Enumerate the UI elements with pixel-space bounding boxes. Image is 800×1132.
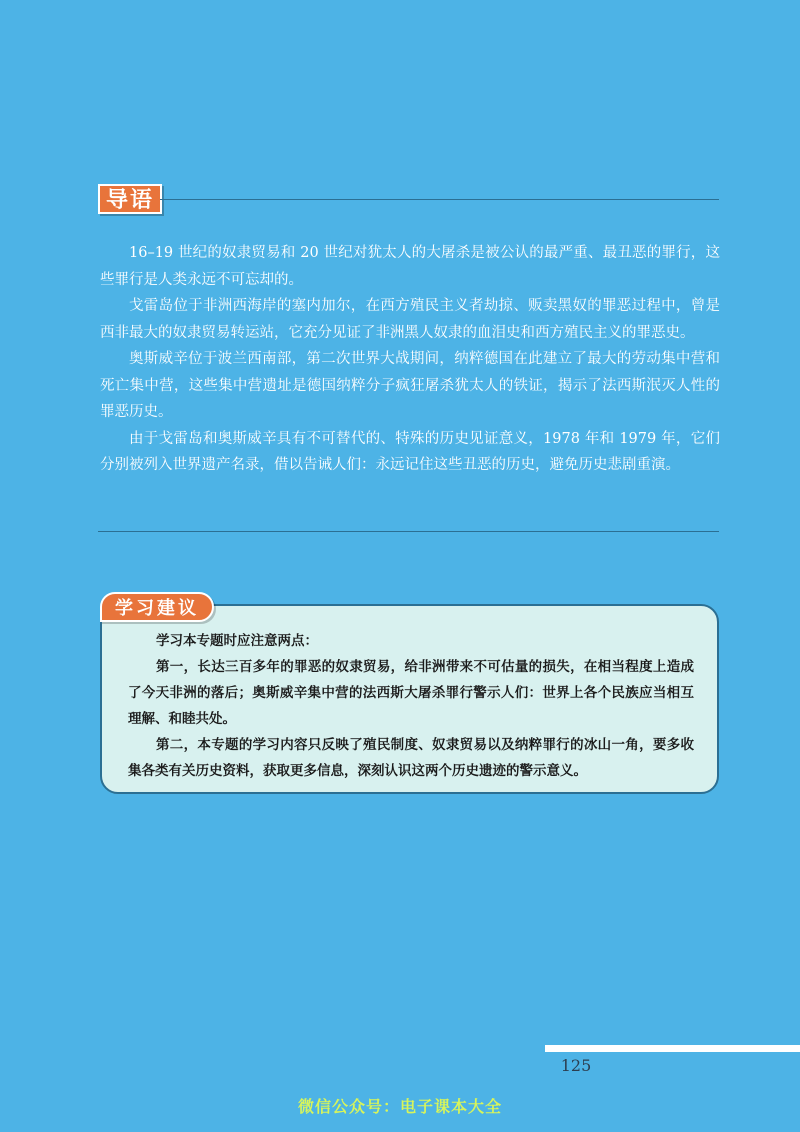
page-strip	[545, 1045, 800, 1052]
section-divider	[98, 531, 719, 532]
intro-paragraph: 16–19 世纪的奴隶贸易和 20 世纪对犹太人的大屠杀是被公认的最严重、最丑恶的罪行，这些罪行是人类永远不可忘却的。	[100, 245, 720, 288]
intro-paragraph: 奥斯威辛位于波兰西南部，第二次世界大战期间，纳粹德国在此建立了最大的劳动集中营和死亡集中营，这些集中营遗址是德国纳粹分子疯狂屠杀犹太人的铁证，揭示了法西斯泯灭人性的罪恶历史。	[100, 351, 720, 420]
intro-paragraph: 戈雷岛位于非洲西海岸的塞内加尔，在西方殖民主义者劫掠、贩卖黑奴的罪恶过程中，曾是西非最大的奴隶贸易转运站，它充分见证了非洲黑人奴隶的血泪史和西方殖民主义的罪恶史。	[100, 298, 720, 341]
intro-tag: 导语	[98, 184, 162, 214]
intro-rule	[160, 199, 719, 200]
advice-body	[128, 628, 694, 784]
advice-point: 第二，本专题的学习内容只反映了殖民制度、奴隶贸易以及纳粹罪行的冰山一角，要多收集各类有关历史资料，获取更多信息，深刻认识这两个历史遗迹的警示意义。	[128, 737, 694, 779]
page-number: 125	[560, 1056, 592, 1075]
watermark: 微信公众号：电子课本大全	[297, 1097, 502, 1116]
intro-body	[100, 240, 720, 479]
intro-header	[98, 184, 719, 216]
advice-point: 第一，长达三百多年的罪恶的奴隶贸易，给非洲带来不可估量的损失，在相当程度上造成了今天非洲的落后；奥斯威辛集中营的法西斯大屠杀罪行警示人们：世界上各个民族应当相互理解、和睦共处。	[128, 659, 694, 727]
intro-paragraph: 由于戈雷岛和奥斯威辛具有不可替代的、特殊的历史见证意义，1978 年和 1979 年，它们分别被列入世界遗产名录，借以告诫人们：永远记住这些丑恶的历史，避免历史悲剧重演。	[100, 430, 720, 473]
advice-tag: 学习建议	[100, 592, 214, 622]
advice-intro: 学习本专题时应注意两点：	[156, 633, 318, 649]
